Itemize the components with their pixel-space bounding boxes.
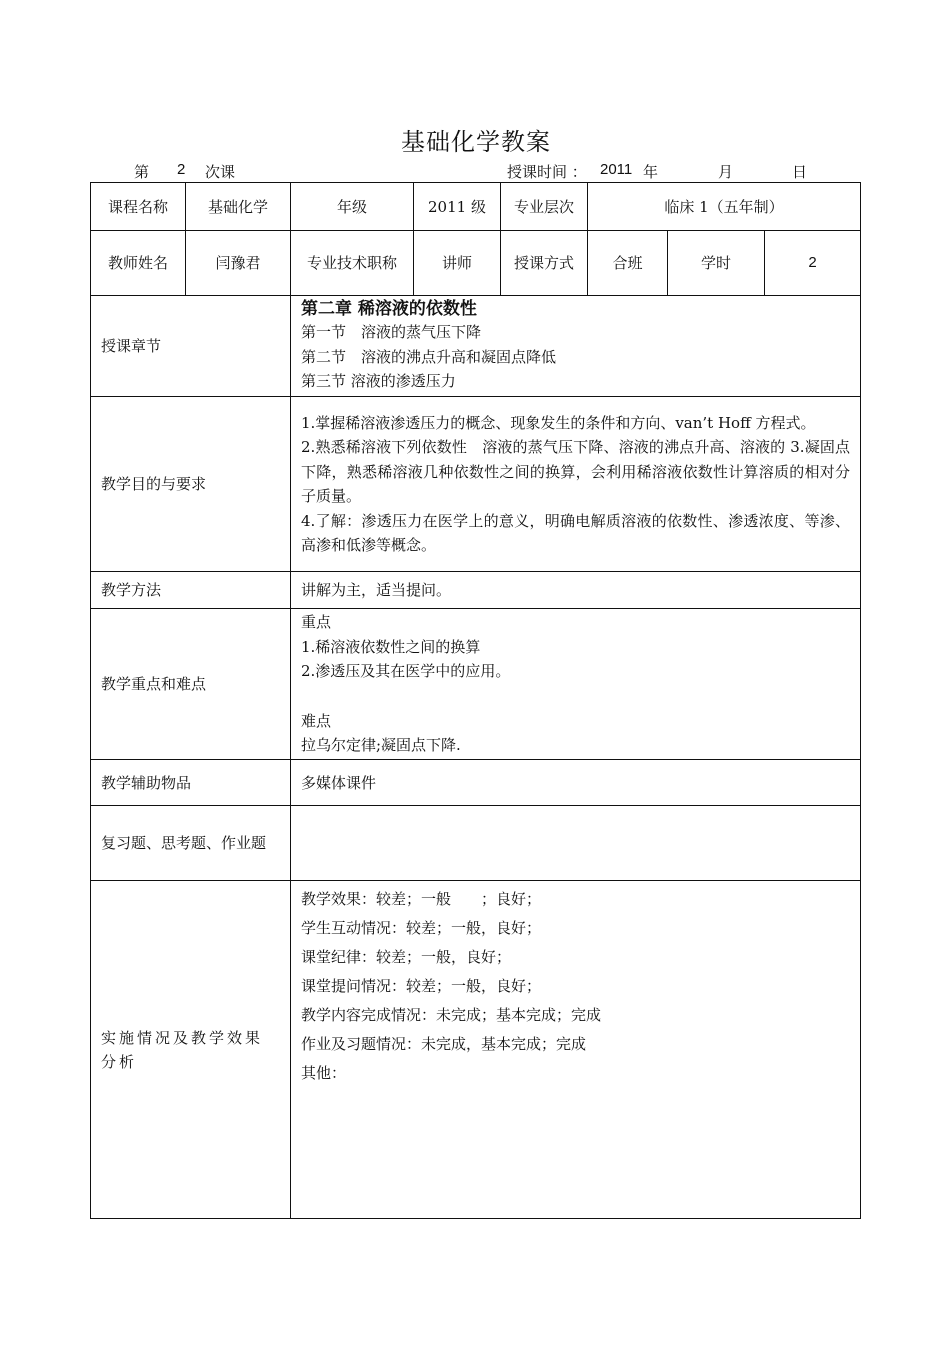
hard-title: 难点 bbox=[301, 711, 332, 730]
effect-label: 实施情况及教学效果分析 bbox=[91, 881, 291, 1219]
homework-value bbox=[291, 806, 861, 881]
course-name-label: 课程名称 bbox=[91, 183, 186, 231]
hours-value: 2 bbox=[765, 231, 861, 296]
objective-item: 1.掌握稀溶液渗透压力的概念、现象发生的条件和方向、van’t Hoff 方程式。 bbox=[301, 413, 816, 432]
day-unit: 日 bbox=[792, 163, 808, 181]
keypoints-content bbox=[291, 609, 861, 760]
teacher-name-label: 教师姓名 bbox=[91, 231, 186, 296]
level-value: 临床 1（五年制） bbox=[588, 183, 861, 231]
mode-label: 授课方式 bbox=[501, 231, 588, 296]
grade-value: 2011 级 bbox=[414, 183, 501, 231]
aids-row bbox=[91, 760, 861, 806]
title-label: 专业技术职称 bbox=[291, 231, 414, 296]
course-name-value: 基础化学 bbox=[186, 183, 291, 231]
keypoints-row bbox=[91, 609, 861, 760]
grade-label: 年级 bbox=[291, 183, 414, 231]
hours-label: 学时 bbox=[668, 231, 765, 296]
section-line: 第二节 溶液的沸点升高和凝固点降低 bbox=[301, 347, 557, 366]
document-title: 基础化学教案 bbox=[401, 128, 551, 156]
homework-label: 复习题、思考题、作业题 bbox=[91, 806, 291, 881]
key-item: 1.稀溶液依数性之间的换算 bbox=[301, 637, 481, 656]
mode-value: 合班 bbox=[588, 231, 668, 296]
method-label: 教学方法 bbox=[91, 572, 291, 609]
lesson-number: 2 bbox=[177, 161, 186, 178]
effect-line: 教学效果：较差；一般 ；良好； bbox=[301, 890, 542, 908]
section-line: 第一节 溶液的蒸气压下降 bbox=[301, 323, 482, 342]
year-value: 2011 bbox=[600, 161, 633, 178]
time-label: 授课时间 ： bbox=[507, 163, 587, 181]
hard-value: 拉乌尔定律;凝固点下降. bbox=[301, 736, 461, 755]
level-label: 专业层次 bbox=[501, 183, 588, 231]
effect-content bbox=[291, 881, 861, 1219]
key-title: 重点 bbox=[301, 613, 332, 632]
aids-value: 多媒体课件 bbox=[291, 760, 861, 806]
method-row bbox=[91, 572, 861, 609]
teacher-name-value: 闫豫君 bbox=[186, 231, 291, 296]
chapter-heading: 第二章 稀溶液的依数性 bbox=[301, 299, 477, 320]
objectives-label: 教学目的与要求 bbox=[91, 397, 291, 572]
teacher-row bbox=[91, 231, 861, 296]
month-unit: 月 bbox=[718, 163, 734, 181]
effect-line: 作业及习题情况：未完成，基本完成；完成 bbox=[301, 1035, 587, 1053]
effect-line: 教学内容完成情况：未完成；基本完成；完成 bbox=[301, 1006, 602, 1024]
effect-line: 其他： bbox=[301, 1064, 347, 1082]
homework-row bbox=[91, 806, 861, 881]
aids-label: 教学辅助物品 bbox=[91, 760, 291, 806]
lesson-suffix: 次课 bbox=[205, 163, 236, 181]
lesson-prefix: 第 bbox=[134, 163, 150, 181]
effect-row bbox=[91, 881, 861, 1219]
objectives-content bbox=[291, 397, 861, 572]
section-line: 第三节 溶液的渗透压力 bbox=[301, 372, 456, 391]
effect-line: 课堂纪律：较差；一般，良好； bbox=[301, 948, 512, 966]
chapter-label: 授课章节 bbox=[91, 296, 291, 397]
objectives-row bbox=[91, 397, 861, 572]
year-unit: 年 bbox=[643, 163, 659, 181]
chapter-row bbox=[91, 296, 861, 397]
effect-line: 课堂提问情况：较差；一般，良好； bbox=[301, 977, 542, 995]
lesson-plan-table bbox=[90, 182, 861, 1219]
effect-line: 学生互动情况：较差；一般，良好； bbox=[301, 919, 542, 937]
keypoints-label: 教学重点和难点 bbox=[91, 609, 291, 760]
chapter-content bbox=[291, 296, 861, 397]
key-item: 2.渗透压及其在医学中的应用。 bbox=[301, 662, 511, 681]
objective-item: 4.了解：渗透压力在医学上的意义，明确电解质溶液的依数性、渗透浓度、等渗、高渗和低渗等概念。 bbox=[301, 511, 851, 554]
method-value: 讲解为主，适当提问。 bbox=[291, 572, 861, 609]
title-value: 讲师 bbox=[414, 231, 501, 296]
objective-item: 2.熟悉稀溶液下列依数性 溶液的蒸气压下降、溶液的沸点升高、溶液的 3.凝固点下降，熟悉稀溶液几种依数性之间的换算，会利用稀溶液依数性计算溶质的相对分子质量。 bbox=[301, 438, 851, 505]
course-row bbox=[91, 183, 861, 231]
